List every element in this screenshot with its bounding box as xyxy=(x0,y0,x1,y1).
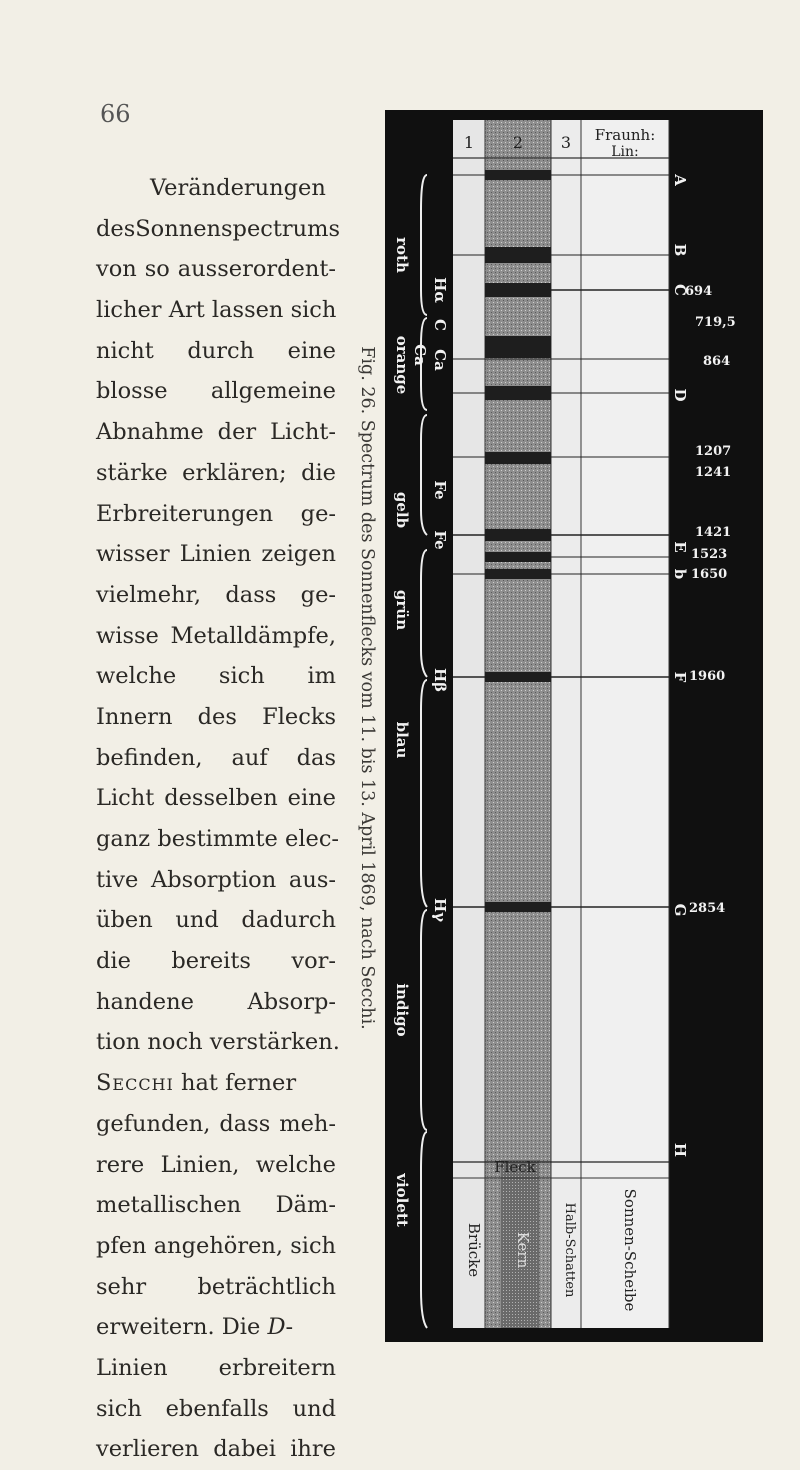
column-number: 1 xyxy=(463,133,475,152)
element-label: Hγ xyxy=(431,897,449,923)
text-line: desSonnenspectrums xyxy=(96,215,341,242)
text-line: Erbreiterungen ge- xyxy=(96,500,336,527)
text-line: metallischen Däm- xyxy=(96,1192,336,1219)
column-number: 2 xyxy=(512,133,524,152)
wavelength: 719,5 xyxy=(695,315,736,330)
text-line: nicht durch eine xyxy=(96,337,336,364)
text-line: Linien erbreitern xyxy=(96,1354,336,1381)
color-label: orange xyxy=(393,335,411,395)
page-number: 66 xyxy=(100,100,131,128)
element-label: Hα xyxy=(431,277,449,303)
text-line: welche sich im xyxy=(96,663,336,690)
text-line: sich ebenfalls und xyxy=(96,1395,336,1422)
fraunhofer-letter: B xyxy=(671,243,689,257)
text-line: üben und dadurch xyxy=(96,907,336,934)
color-label: indigo xyxy=(393,983,411,1037)
hyphen: - xyxy=(285,1314,294,1341)
spectrum-figure xyxy=(385,110,763,1342)
color-label: gelb xyxy=(393,491,411,529)
figure-caption: Fig. 26. Spectrum des Sonnenflecks vom 11. bis 13. April 1869, nach Secchi. xyxy=(357,346,377,1030)
text-line: rere Linien, welche xyxy=(96,1151,336,1178)
fraunhofer-letter: A xyxy=(671,174,689,186)
wavelength: 1241 xyxy=(695,465,732,480)
text-line: vielmehr, dass ge- xyxy=(96,581,336,608)
text-line: die bereits vor- xyxy=(96,948,336,975)
text-line: tive Absorption aus- xyxy=(96,866,336,893)
fraunhofer-letter: E xyxy=(671,541,689,553)
wavelength: 694 xyxy=(685,284,713,299)
text-line: pfen angehören, sich xyxy=(96,1232,337,1259)
text-line: gefunden, dass meh- xyxy=(96,1110,336,1137)
text-line xyxy=(96,1307,336,1348)
fleck-label: Fleck xyxy=(494,1158,536,1176)
color-label: blau xyxy=(393,721,411,759)
column-2-spot xyxy=(485,120,551,1328)
fraunhofer-letter: G xyxy=(671,903,689,917)
body-text xyxy=(96,168,341,1470)
bruecke-label: Brücke xyxy=(465,1222,483,1278)
color-label: grün xyxy=(393,589,411,631)
text-line-content: Veränderungen xyxy=(150,175,326,201)
color-label: violett xyxy=(393,1173,411,1227)
wavelength: 1650 xyxy=(691,567,728,582)
text-line: Abnahme der Licht- xyxy=(96,419,336,446)
halbschatten-label: Halb-Schatten xyxy=(562,1202,577,1298)
wavelength: 864 xyxy=(703,354,731,369)
text-line xyxy=(96,1063,336,1104)
text-line: von so ausserordent- xyxy=(96,256,336,283)
text-line: stärke erklären; die xyxy=(96,459,336,486)
text-line: handene Absorp- xyxy=(96,988,336,1015)
fraunhofer-letter: C xyxy=(671,284,689,296)
element-label: Hβ xyxy=(431,667,449,693)
text-line: licher Art lassen sich xyxy=(96,297,337,324)
text-line-content: hat ferner xyxy=(181,1070,297,1097)
text-line-content: erweitern. Die xyxy=(96,1314,261,1341)
italic-d: D xyxy=(267,1314,286,1341)
color-label: roth xyxy=(393,237,411,273)
text-line: wisse Metalldämpfe, xyxy=(96,622,336,649)
fraunhofer-letter: H xyxy=(671,1142,689,1158)
kern-label: Kern xyxy=(514,1231,532,1269)
text-line: sehr beträchtlich xyxy=(96,1273,336,1300)
wavelength: 1960 xyxy=(689,669,726,684)
author-name: Secchi xyxy=(96,1070,174,1097)
text-line: blosse allgemeine xyxy=(96,378,336,405)
fraunhofer-letter: F xyxy=(671,671,689,683)
element-label: Ca xyxy=(411,344,429,366)
header-fraunh: Fraunh: xyxy=(594,126,656,144)
text-line: ganz bestimmte elec- xyxy=(96,826,340,852)
text-line: verlieren dabei ihre xyxy=(96,1436,336,1463)
text-line: wisser Linien zeigen xyxy=(96,541,336,568)
column-3 xyxy=(551,120,581,1328)
column-number: 3 xyxy=(560,133,572,152)
column-fraunhofer xyxy=(581,120,669,1328)
fraunhofer-letter: D xyxy=(671,388,689,402)
element-label: Ca xyxy=(431,349,449,371)
wavelength: 2854 xyxy=(689,901,726,916)
text-line: befinden, auf das xyxy=(96,744,336,771)
text-line: tion noch verstärken. xyxy=(96,1029,340,1056)
text-line: Licht desselben eine xyxy=(96,785,336,812)
column-1 xyxy=(453,120,485,1328)
fraunhofer-letter: b xyxy=(671,568,689,580)
wavelength: 1207 xyxy=(695,444,732,459)
wavelength: 1421 xyxy=(695,525,732,540)
header-lin: Lin: xyxy=(611,144,639,160)
element-label: Fe xyxy=(431,480,449,500)
element-label: Fe xyxy=(431,530,449,550)
element-label: C xyxy=(431,319,449,331)
wavelength: 1523 xyxy=(691,547,728,562)
text-line xyxy=(96,168,336,209)
sonnenscheibe-label: Sonnen-Scheibe xyxy=(621,1188,639,1312)
text-line: Innern des Flecks xyxy=(96,703,336,730)
